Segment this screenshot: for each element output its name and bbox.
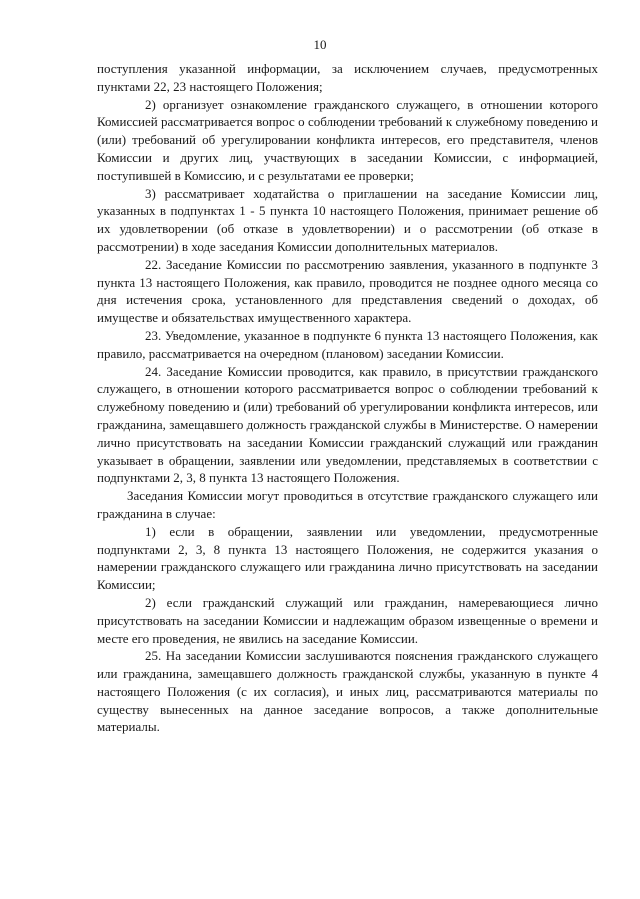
paragraph-subitem-3: 3) рассматривает ходатайства о приглашении на заседание Комиссии лиц, указанных в подпунктах 1 - 5 пункта 10 настоящего Положения, принимает решение об их удовлетворении (об отказе в удовлетворении) и о рассмотрении (об отказе в рассмотрении) в ходе заседания Комиссии дополнительных материалов. [97,185,598,254]
paragraph-absence-case-1: 1) если в обращении, заявлении или уведомлении, предусмотренные подпунктами 2, 3, 8 пункта 13 настоящего Положения, не содержится указания о намерении гражданского служащего или гражданина лично присутствовать на заседании Комиссии; [97,523,598,593]
document-body [97,60,598,736]
paragraph-item-22: 22. Заседание Комиссии по рассмотрению заявления, указанного в подпункте 3 пункта 13 настоящего Положения, как правило, проводится не позднее одного месяца со дня истечения срока, установленного для представления сведений о доходах, об имуществе и обязательствах имущественного характера. [97,256,598,326]
paragraph-item-23: 23. Уведомление, указанное в подпункте 6 пункта 13 настоящего Положения, как правило, рассматривается на очередном (плановом) заседании Комиссии. [97,327,598,361]
paragraph-subitem-2: 2) организует ознакомление гражданского служащего, в отношении которого Комиссией рассматривается вопрос о соблюдении требований к служебному поведению и (или) требований об урегулировании конфликта интересов, его представителя, членов Комиссии и других лиц, участвующих в заседании Комиссии, с информацией, поступившей в Комиссию, и с результатами ее проверки; [97,96,598,183]
paragraph-item-25: 25. На заседании Комиссии заслушиваются пояснения гражданского служащего или гражданина, замещавшего должность гражданской службы, указанную в пункте 4 настоящего Положения (с их согласия), и иных лиц, рассматриваются материалы по существу вынесенных на данное заседание вопросов, а также дополнительные материалы. [97,648,598,735]
page-number: 10 [313,37,327,52]
paragraph-absence-case-2: 2) если гражданский служащий или гражданин, намеревающиеся лично присутствовать на заседании Комиссии и надлежащим образом извещенные о времени и месте его проведения, не явились на заседание Комиссии. [97,594,598,646]
paragraph-item-24: 24. Заседание Комиссии проводится, как правило, в присутствии гражданского служащего, в отношении которого рассматривается вопрос о соблюдении требований к служебному поведению и (или) требований об урегулировании конфликта интересов, или гражданина, замещавшего должность гражданской службы в Министерстве. О намерении лично присутствовать на заседании Комиссии гражданский служащий или гражданин указывает в обращении, заявлении или уведомлении, представляемых в соответствии с подпунктами 2, 3, 8 пункта 13 настоящего Положения. [97,363,598,486]
paragraph-absence-cases: Заседания Комиссии могут проводиться в отсутствие гражданского служащего или гражданина в случае: [97,488,598,521]
paragraph-continuation: поступления указанной информации, за исключением случаев, предусмотренных пунктами 22, 23 настоящего Положения; [97,61,598,94]
